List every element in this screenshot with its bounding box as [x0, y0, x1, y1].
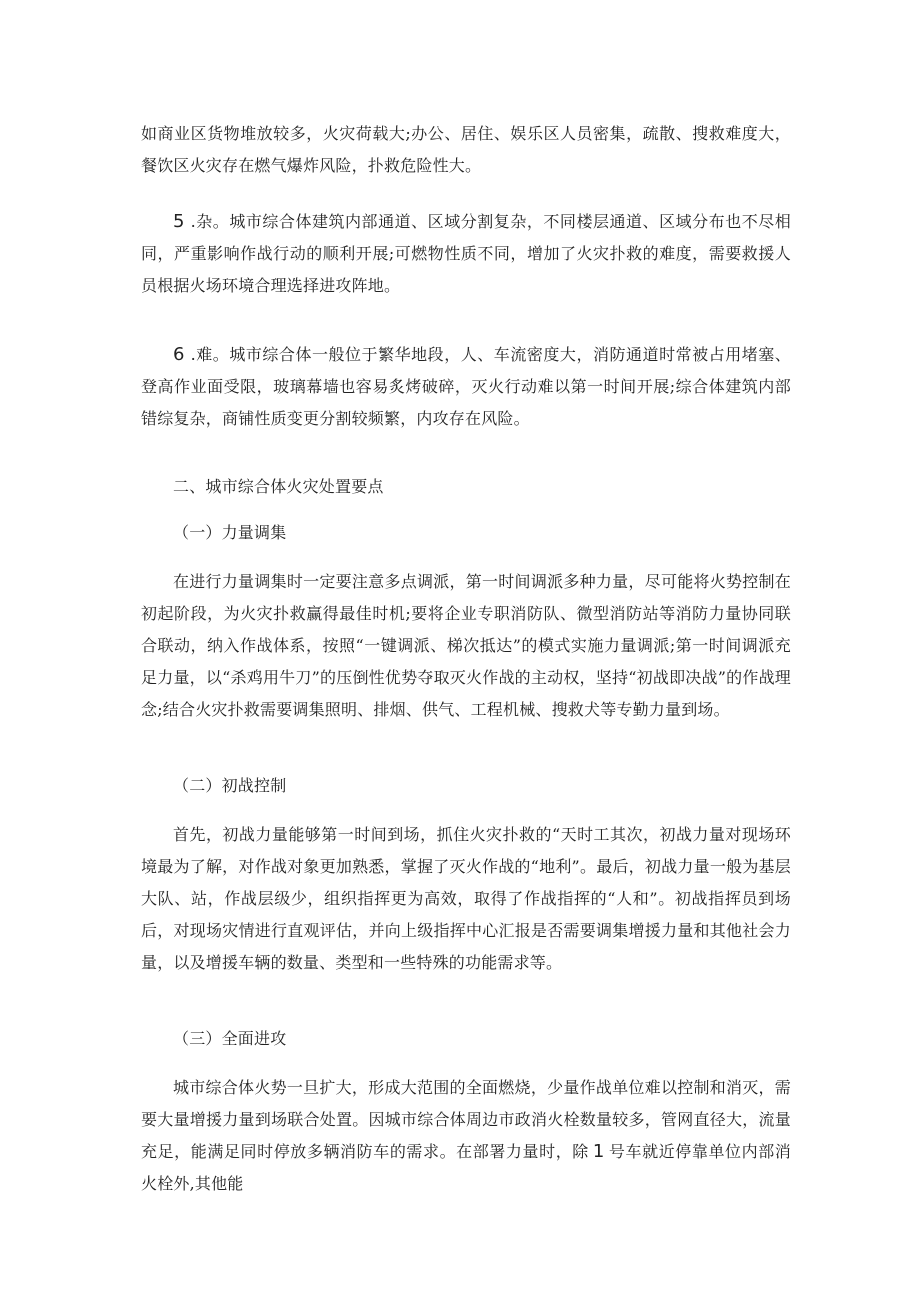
- subsection-heading-force-dispatch: （一）力量调集: [173, 523, 287, 542]
- paragraph-initial-control: 首先，初战力量能够第一时间到场，抓住火灾扑救的“天时工其次，初战力量对现场环境最为了解，对作战对象更加熟悉，掌握了灭火作战的“地利”。最后，初战力量一般为基层大队、站，作战层级少，组织指挥更为高效，取得了作战指挥的“人和”。初战指挥员到场后，对现场灾情进行直观评估，并向上级指挥中心汇报是否需要调集增援力量和其他社会力量，以及增援车辆的数量、类型和一些特殊的功能需求等。: [141, 825, 791, 972]
- paragraph-item-6-difficult: [141, 339, 791, 435]
- subsection-heading-initial-control: （二）初战控制: [173, 776, 287, 795]
- section-heading-2: 二、城市综合体火灾处置要点: [173, 477, 384, 496]
- item-6-text: .难。城市综合体一般位于繁华地段，人、车流密度大，消防通道时常被占用堵塞、登高作业面受限，玻璃幕墙也容易炙烤破碎，灭火行动难以第一时间开展;综合体建筑内部错综复杂，商铺性质变更分割较频繁，内攻存在风险。: [141, 345, 791, 428]
- paragraph-force-dispatch: 在进行力量调集时一定要注意多点调派，第一时间调派多种力量，尽可能将火势控制在初起阶段，为火灾扑救赢得最佳时机;要将企业专职消防队、微型消防站等消防力量协同联合联动，纳入作战体系，按照“一键调派、梯次抵达”的模式实施力量调派;第一时间调派充足力量，以“杀鸡用牛刀”的压倒性优势夺取灭火作战的主动权，坚持“初战即决战”的作战理念;结合火灾扑救需要调集照明、排烟、供气、工程机械、搜救犬等专勤力量到场。: [141, 572, 791, 719]
- paragraph-full-attack: [141, 1072, 791, 1200]
- item-number-6: 6: [173, 344, 185, 365]
- paragraph-item-5-complex: [141, 206, 791, 302]
- full-attack-text-a: 城市综合体火势一旦扩大，形成大范围的全面燃烧，少量作战单位难以控制和消灭，需要大量增援力量到场联合处置。因城市综合体周边市政消火栓数量较多，管网直径大，流量充足，能满足同时停放多辆消防车的需求。在部署力量时，除: [141, 1078, 791, 1161]
- subsection-heading-full-attack: （三）全面进攻: [173, 1029, 287, 1048]
- item-5-text: .杂。城市综合体建筑内部通道、区域分割复杂，不同楼层通道、区域分布也不尽相同，严重影响作战行动的顺利开展;可燃物性质不同，增加了火灾扑救的难度，需要救援人员根据火场环境合理选择进攻阵地。: [141, 212, 791, 295]
- vehicle-number-1: 1: [592, 1141, 605, 1162]
- paragraph-occupancy-risks: 如商业区货物堆放较多，火灾荷载大;办公、居住、娱乐区人员密集，疏散、搜救难度大，餐饮区火灾存在燃气爆炸风险，扑救危险性大。: [141, 124, 791, 175]
- item-number-5: 5: [173, 211, 185, 232]
- full-attack-text-b: 号车就近停靠单位内部消火栓外,其他能: [141, 1142, 791, 1193]
